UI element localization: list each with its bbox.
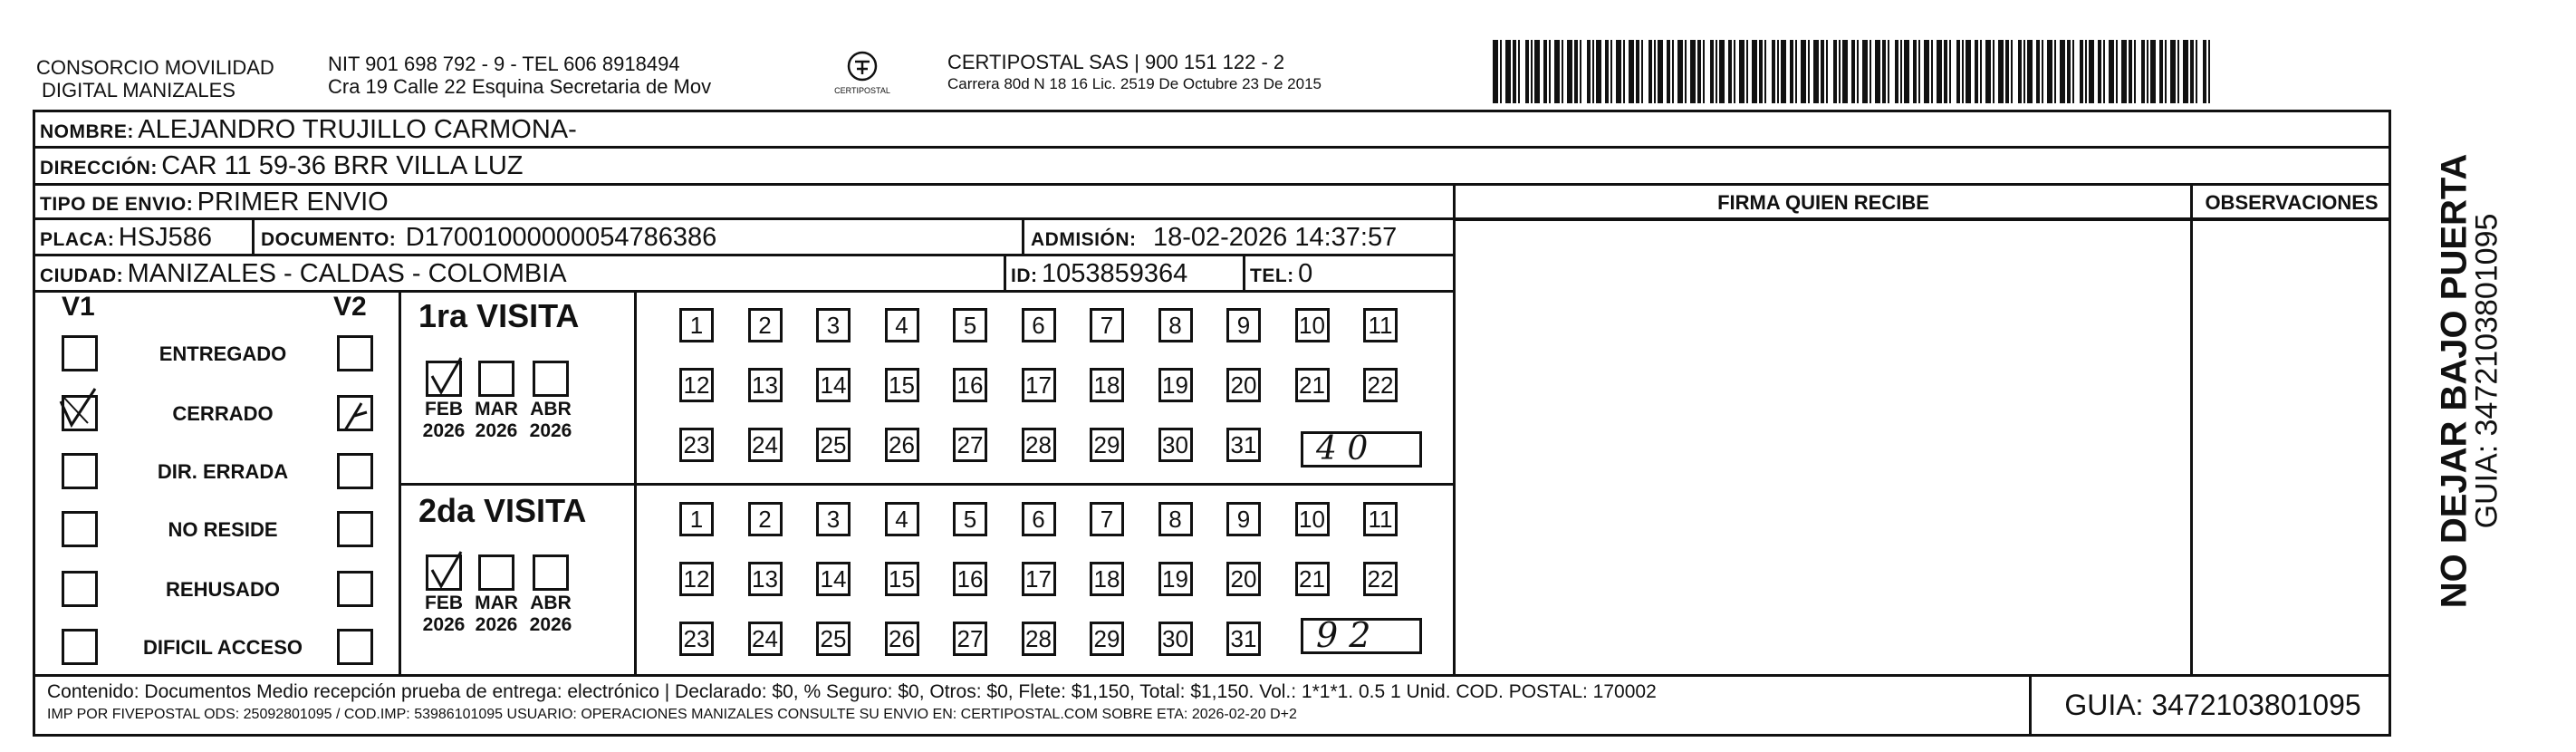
company-nit-address [328, 53, 799, 98]
divider [399, 483, 1455, 486]
day-box[interactable]: 2 [748, 308, 783, 342]
day-box[interactable]: 30 [1158, 428, 1193, 462]
day-box[interactable]: 25 [816, 428, 851, 462]
month-checkbox[interactable] [426, 554, 462, 591]
admision-value: 18-02-2026 14:37:57 [1152, 223, 1398, 252]
day-box[interactable]: 5 [953, 502, 987, 536]
v2-checkbox[interactable] [337, 453, 373, 489]
nombre-label: NOMBRE: [40, 121, 134, 142]
ciudad-value: MANIZALES - CALDAS - COLOMBIA [127, 259, 567, 288]
tel-value: 0 [1298, 259, 1313, 288]
divider [2029, 674, 2032, 737]
day-box[interactable]: 15 [885, 562, 919, 596]
documento-cell [261, 221, 716, 254]
month-label [467, 399, 525, 442]
day-box[interactable]: 31 [1226, 622, 1261, 656]
tel-cell [1250, 257, 1312, 290]
day-box[interactable]: 30 [1158, 622, 1193, 656]
address-line: Cra 19 Calle 22 Esquina Secretaria de Mov [328, 75, 712, 98]
nit-line: NIT 901 698 792 - 9 - TEL 606 8918494 [328, 53, 680, 75]
day-box[interactable]: 1 [679, 308, 714, 342]
status-label: REHUSADO [166, 578, 280, 601]
day-box[interactable]: 24 [748, 622, 783, 656]
day-box[interactable]: 27 [953, 428, 987, 462]
month-label [522, 593, 580, 636]
day-box[interactable]: 10 [1295, 502, 1330, 536]
day-box[interactable]: 18 [1090, 368, 1124, 402]
day-box[interactable]: 8 [1158, 308, 1193, 342]
certipostal-logo-icon [844, 49, 880, 83]
month-name: FEB [425, 399, 463, 419]
month-label [415, 593, 473, 636]
ciudad-label: CIUDAD: [40, 265, 124, 286]
month-name: MAR [475, 399, 518, 419]
v1-checkbox[interactable] [62, 335, 98, 371]
v2-header: V2 [333, 292, 367, 322]
footer-line2: IMP POR FIVEPOSTAL ODS: 25092801095 / COD.IMP: 53986101095 USUARIO: OPERACIONES MANIZALES CONSULTE SU ENVIO EN: CERTIPOSTAL.COM SOBRE ETA: 2026-02-20 D+2 [47, 707, 1297, 722]
month-label [522, 399, 580, 442]
observaciones-column-divider [2190, 183, 2193, 674]
day-box[interactable]: 28 [1022, 622, 1056, 656]
day-box[interactable]: 14 [816, 368, 851, 402]
v2-checkbox[interactable] [337, 629, 373, 665]
id-cell [1011, 257, 1187, 290]
day-box[interactable]: 15 [885, 368, 919, 402]
divider [399, 290, 401, 674]
logo-text: CERTIPOSTAL [834, 86, 890, 95]
day-box[interactable]: 7 [1090, 502, 1124, 536]
day-box[interactable]: 4 [885, 502, 919, 536]
v1-checkbox[interactable] [62, 629, 98, 665]
month-label [467, 593, 525, 636]
day-box[interactable]: 17 [1022, 368, 1056, 402]
day-box[interactable]: 3 [816, 308, 851, 342]
day-box[interactable]: 2 [748, 502, 783, 536]
day-box[interactable]: 21 [1295, 562, 1330, 596]
company-name [36, 56, 326, 101]
v2-checkbox[interactable] [337, 335, 373, 371]
second-visit-time-box [1301, 615, 1422, 655]
day-box[interactable]: 12 [679, 562, 714, 596]
v1-checkbox[interactable] [62, 571, 98, 607]
v1-checkbox[interactable] [62, 453, 98, 489]
placa-label: PLACA: [40, 229, 115, 250]
day-box[interactable]: 20 [1226, 368, 1261, 402]
divider [634, 290, 637, 674]
day-box[interactable]: 12 [679, 368, 714, 402]
day-box[interactable]: 11 [1363, 308, 1398, 342]
day-box[interactable]: 21 [1295, 368, 1330, 402]
side-guia: GUIA: 3472103801095 [2469, 213, 2504, 529]
v1-checkbox[interactable] [62, 511, 98, 547]
day-box[interactable]: 20 [1226, 562, 1261, 596]
status-label: ENTREGADO [159, 342, 287, 365]
day-box[interactable]: 4 [885, 308, 919, 342]
day-box[interactable]: 7 [1090, 308, 1124, 342]
month-name: ABR [530, 399, 572, 419]
check-mark-icon [428, 358, 465, 394]
month-checkbox[interactable] [426, 361, 462, 397]
second-visit-time: 9 2 [1316, 615, 1371, 655]
divider [1453, 218, 2391, 221]
month-year: 2026 [422, 420, 466, 441]
day-box[interactable]: 10 [1295, 308, 1330, 342]
month-checkbox[interactable] [478, 361, 514, 397]
no-dejar-bajo-puerta: NO DEJAR BAJO PUERTA [2434, 153, 2475, 609]
company-name-line1: CONSORCIO MOVILIDAD [36, 56, 274, 79]
day-box[interactable]: 14 [816, 562, 851, 596]
ciudad-cell [40, 257, 567, 290]
day-box[interactable]: 16 [953, 562, 987, 596]
company-name-line2: DIGITAL MANIZALES [42, 79, 235, 101]
nombre-row [40, 112, 577, 147]
tipo-envio-value: PRIMER ENVIO [197, 188, 389, 217]
certipostal-logo [826, 49, 899, 103]
day-box[interactable]: 31 [1226, 428, 1261, 462]
day-box[interactable]: 13 [748, 562, 783, 596]
divider [33, 674, 2391, 677]
placa-value: HSJ586 [118, 223, 212, 252]
day-box[interactable]: 26 [885, 428, 919, 462]
day-box[interactable]: 28 [1022, 428, 1056, 462]
month-year: 2026 [475, 420, 518, 441]
documento-value: D17001000000054786386 [405, 223, 717, 252]
day-box[interactable]: 23 [679, 622, 714, 656]
day-box[interactable]: 9 [1226, 308, 1261, 342]
courier-name: CERTIPOSTAL SAS | 900 151 122 - 2 [947, 51, 1285, 73]
observaciones-header: OBSERVACIONES [2205, 191, 2379, 214]
month-year: 2026 [422, 614, 466, 635]
footer-guia: GUIA: 3472103801095 [2064, 689, 2361, 721]
id-label: ID: [1011, 265, 1038, 286]
firma-header: FIRMA QUIEN RECIBE [1717, 191, 1929, 214]
footer-content [47, 680, 2018, 726]
v2-checkbox[interactable] [337, 571, 373, 607]
tipo-envio-label: TIPO DE ENVIO: [40, 194, 194, 215]
day-box[interactable]: 13 [748, 368, 783, 402]
slash-mark-icon [340, 398, 376, 434]
admision-label: ADMISIÓN: [1031, 229, 1137, 250]
month-checkbox[interactable] [533, 361, 569, 397]
footer-line1: Contenido: Documentos Medio recepción prueba de entrega: electrónico | Declarado: $0, % Seguro: $0, Otros: $0, Flete: $1,150, Total: $1,150. Vol.: 1*1*1. 0.5 1 Unid. COD. POSTAL: 170002 [47, 681, 1657, 702]
first-visit-title: 1ra VISITA [418, 297, 580, 334]
day-box[interactable]: 22 [1363, 562, 1398, 596]
month-year: 2026 [475, 614, 518, 635]
direccion-label: DIRECCIÓN: [40, 158, 158, 178]
day-box[interactable]: 19 [1158, 368, 1193, 402]
day-box[interactable]: 29 [1090, 622, 1124, 656]
courier-license: Carrera 80d N 18 16 Lic. 2519 De Octubre 23 De 2015 [947, 75, 1322, 92]
v2-checkbox[interactable] [337, 395, 373, 431]
day-box[interactable]: 16 [953, 368, 987, 402]
day-box[interactable]: 3 [816, 502, 851, 536]
direccion-value: CAR 11 59-36 BRR VILLA LUZ [161, 151, 524, 180]
month-name: ABR [530, 593, 572, 613]
firma-column-divider [1453, 183, 1456, 674]
second-visit-title: 2da VISITA [418, 492, 587, 529]
direccion-row [40, 149, 524, 183]
v1-checkbox[interactable] [62, 395, 98, 431]
month-year: 2026 [529, 614, 572, 635]
day-box[interactable]: 25 [816, 622, 851, 656]
documento-label: DOCUMENTO: [261, 229, 397, 250]
placa-cell [40, 221, 212, 254]
month-checkbox[interactable] [478, 554, 514, 591]
tel-label: TEL: [1250, 265, 1294, 286]
status-label: NO RESIDE [168, 518, 278, 541]
nombre-value: ALEJANDRO TRUJILLO CARMONA- [138, 115, 577, 144]
barcode [1493, 40, 2214, 103]
day-box[interactable]: 9 [1226, 502, 1261, 536]
divider [33, 290, 1455, 293]
courier-info [947, 51, 1455, 94]
day-box[interactable]: 24 [748, 428, 783, 462]
day-box[interactable]: 11 [1363, 502, 1398, 536]
day-box[interactable]: 26 [885, 622, 919, 656]
side-text [2400, 136, 2518, 643]
divider [1243, 256, 1245, 290]
day-box[interactable]: 6 [1022, 502, 1056, 536]
month-year: 2026 [529, 420, 572, 441]
status-label: CERRADO [172, 402, 274, 425]
first-visit-time-box [1301, 431, 1422, 468]
day-box[interactable]: 22 [1363, 368, 1398, 402]
day-box[interactable]: 8 [1158, 502, 1193, 536]
month-name: MAR [475, 593, 518, 613]
first-visit-time: 4 0 [1316, 430, 1369, 468]
tipo-envio-row [40, 186, 389, 218]
id-value: 1053859364 [1041, 259, 1188, 288]
month-name: FEB [425, 593, 463, 613]
day-box[interactable]: 17 [1022, 562, 1056, 596]
admision-cell [1031, 221, 1397, 254]
day-box[interactable]: 27 [953, 622, 987, 656]
v1-header: V1 [62, 292, 95, 322]
check-mark-icon [428, 552, 465, 588]
divider [33, 254, 1455, 256]
divider [1022, 220, 1024, 254]
month-label [415, 399, 473, 442]
day-box[interactable]: 18 [1090, 562, 1124, 596]
day-box[interactable]: 19 [1158, 562, 1193, 596]
day-box[interactable]: 5 [953, 308, 987, 342]
day-box[interactable]: 6 [1022, 308, 1056, 342]
day-box[interactable]: 29 [1090, 428, 1124, 462]
day-box[interactable]: 23 [679, 428, 714, 462]
status-label: DIR. ERRADA [157, 460, 289, 483]
status-label: DIFICIL ACCESO [142, 636, 303, 659]
divider [1004, 256, 1006, 290]
check-mark-icon [59, 389, 95, 425]
v2-checkbox[interactable] [337, 511, 373, 547]
month-checkbox[interactable] [533, 554, 569, 591]
day-box[interactable]: 1 [679, 502, 714, 536]
divider [252, 220, 255, 254]
